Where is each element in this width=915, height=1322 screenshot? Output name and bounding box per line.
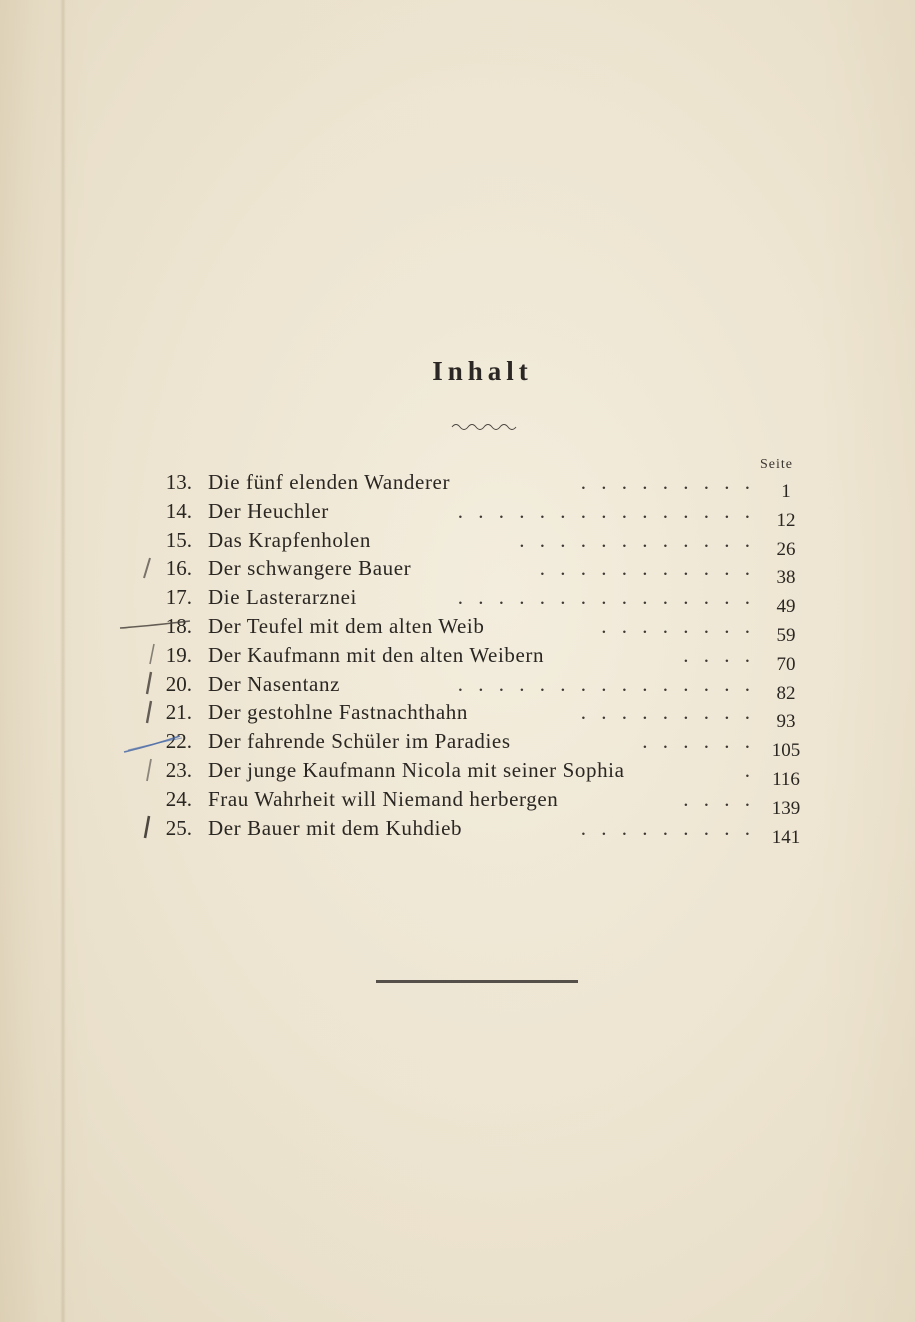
page-title: Inhalt bbox=[432, 356, 533, 386]
toc-entry bbox=[0, 727, 915, 762]
toc-entry-number: 23. bbox=[165, 758, 192, 782]
toc-entry-leader: . . . . . . . . . . . . bbox=[519, 527, 755, 552]
toc-entry-page: 1 bbox=[781, 481, 791, 502]
toc-entry-leader: . . . . . . . . . . . bbox=[539, 556, 755, 581]
toc-entry-title: Der Nasentanz bbox=[208, 671, 340, 696]
toc-entry-title: Der schwangere Bauer bbox=[208, 556, 412, 581]
toc-entry bbox=[0, 698, 915, 733]
toc-entry-page: 26 bbox=[776, 538, 796, 560]
toc-entry-number: 13. bbox=[165, 470, 192, 494]
toc-entry bbox=[0, 756, 915, 790]
toc-entry bbox=[0, 526, 915, 560]
toc-entry-number: 18. bbox=[165, 614, 192, 638]
toc-entry-title: Der Teufel mit dem alten Weib bbox=[208, 614, 485, 638]
toc-entry-title: Die Lasterarznei bbox=[208, 585, 357, 610]
toc-entry-leader: . . . . . . . . . . . . . . . bbox=[457, 498, 755, 523]
toc-entry-leader: . . . . . . bbox=[642, 729, 755, 754]
toc-entry bbox=[0, 468, 915, 502]
toc-entry-title: Die fünf elenden Wanderer bbox=[208, 470, 451, 494]
toc-entry-leader: . . . . . . . . . . . . . . . bbox=[457, 671, 755, 696]
toc-entry-title: Der gestohlne Fastnachthahn bbox=[208, 700, 468, 725]
toc-entry-page: 59 bbox=[776, 625, 796, 646]
toc-entry bbox=[0, 583, 915, 618]
toc-entry-title: Frau Wahrheit will Niemand herbergen bbox=[208, 786, 559, 811]
end-rule bbox=[376, 980, 578, 983]
toc-entry-leader: . . . . . . . . . bbox=[580, 815, 755, 840]
toc-entry-number: 25. bbox=[165, 815, 192, 840]
title-ornament bbox=[450, 420, 520, 432]
toc-entry bbox=[0, 814, 915, 848]
toc-entry-number: 24. bbox=[165, 786, 192, 811]
toc-entry bbox=[0, 497, 915, 531]
toc-entry-title: Der Kaufmann mit den alten Weibern bbox=[208, 642, 545, 667]
toc-entry-number: 22. bbox=[165, 729, 192, 754]
toc-entry bbox=[0, 641, 915, 675]
toc-entry-title: Der Heuchler bbox=[208, 498, 329, 523]
toc-entry-number: 21. bbox=[165, 700, 192, 725]
toc-entry bbox=[0, 785, 915, 819]
toc-entry-number: 17. bbox=[165, 585, 192, 610]
page-column-label: Seite bbox=[760, 457, 793, 472]
toc-entry-page: 105 bbox=[771, 740, 801, 762]
toc-entry-number: 16. bbox=[165, 556, 192, 581]
toc-entry-leader: . . . . . . . . bbox=[601, 614, 755, 638]
toc-entry-page: 93 bbox=[776, 711, 796, 733]
toc-entry-title: Der junge Kaufmann Nicola mit seiner Sophia bbox=[208, 758, 625, 782]
toc-entry-leader: . . . . . . . . . bbox=[580, 470, 755, 494]
toc-entry bbox=[0, 670, 915, 704]
toc-entry-number: 15. bbox=[165, 527, 192, 552]
toc-entry-page: 38 bbox=[776, 567, 796, 589]
toc-entry-page: 12 bbox=[776, 509, 796, 531]
toc-entry-page: 116 bbox=[772, 769, 800, 790]
toc-entry-page: 82 bbox=[776, 682, 796, 704]
toc-entry-number: 19. bbox=[165, 642, 192, 667]
toc-entry-leader: . . . . . . . . . bbox=[580, 700, 755, 725]
toc-entry-title: Der fahrende Schüler im Paradies bbox=[208, 729, 511, 754]
toc-entry-leader: . . . . bbox=[683, 786, 755, 811]
toc-entry-number: 20. bbox=[165, 671, 192, 696]
toc-entry-leader: . . . . bbox=[683, 642, 755, 667]
toc-entry-number: 14. bbox=[165, 498, 192, 523]
toc-entry bbox=[0, 554, 915, 589]
toc-entry-page: 49 bbox=[776, 596, 796, 618]
toc-entry-page: 141 bbox=[771, 826, 801, 848]
toc-entry-leader: . bbox=[744, 758, 755, 782]
toc-entry-leader: . . . . . . . . . . . . . . . bbox=[457, 585, 755, 610]
toc-entry bbox=[0, 612, 915, 646]
toc-entry-page: 139 bbox=[771, 797, 801, 819]
toc-entry-title: Das Krapfenholen bbox=[208, 527, 371, 552]
toc-entry-title: Der Bauer mit dem Kuhdieb bbox=[208, 815, 463, 840]
toc-entry-page: 70 bbox=[776, 653, 796, 675]
